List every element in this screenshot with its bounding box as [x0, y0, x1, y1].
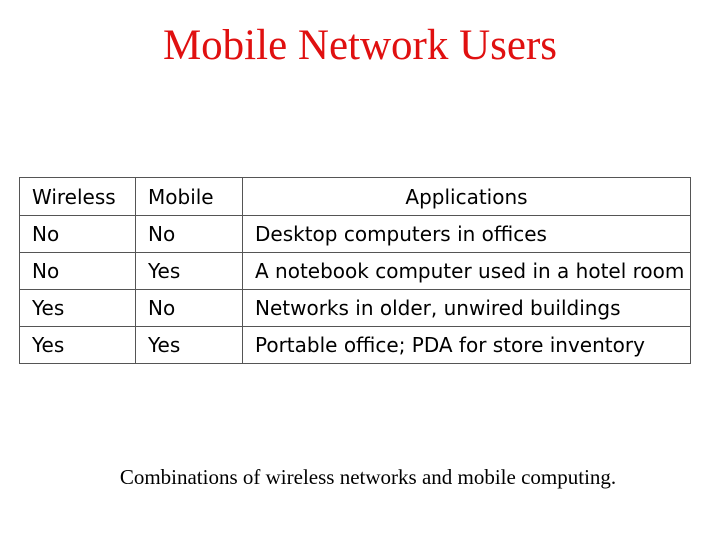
cell-mobile: No [136, 216, 243, 253]
cell-wireless: No [20, 253, 136, 290]
cell-application: Portable office; PDA for store inventory [243, 327, 691, 364]
table-row [20, 253, 691, 290]
applications-table [19, 177, 691, 364]
figure-caption: Combinations of wireless networks and mobile computing. [119, 465, 617, 489]
table-row [20, 216, 691, 253]
cell-wireless: Yes [20, 327, 136, 364]
slide-title: Mobile Network Users [162, 22, 558, 69]
table-header-row [20, 178, 691, 216]
header-wireless: Wireless [20, 178, 136, 216]
cell-application: A notebook computer used in a hotel room [243, 253, 691, 290]
table-row [20, 290, 691, 327]
cell-mobile: Yes [136, 253, 243, 290]
table-row [20, 327, 691, 364]
cell-application: Networks in older, unwired buildings [243, 290, 691, 327]
header-mobile: Mobile [136, 178, 243, 216]
cell-mobile: Yes [136, 327, 243, 364]
cell-wireless: Yes [20, 290, 136, 327]
cell-mobile: No [136, 290, 243, 327]
cell-wireless: No [20, 216, 136, 253]
header-applications: Applications [243, 178, 691, 216]
cell-application: Desktop computers in offices [243, 216, 691, 253]
